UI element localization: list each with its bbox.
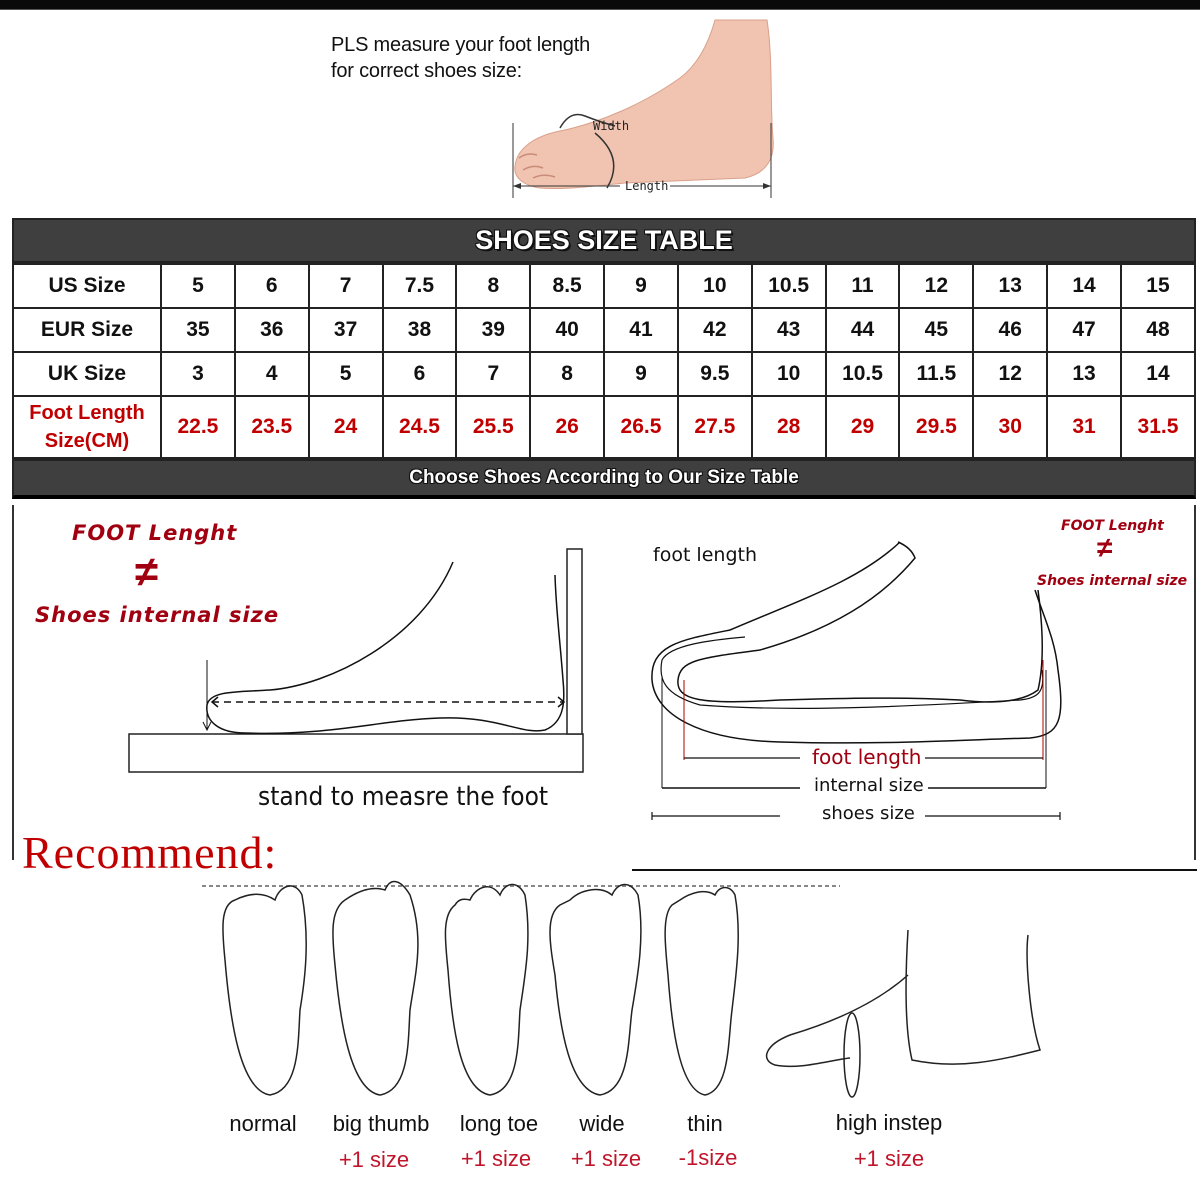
table-cell: 28 [752,396,826,458]
foot-normal-icon [223,886,306,1095]
table-cell: 48 [1121,308,1195,352]
table-cell: 11.5 [899,352,973,396]
table-cell: 45 [899,308,973,352]
adjust-thin: -1size [678,1145,738,1170]
not-equal-icon: ≠ [135,548,159,595]
table-cell: 8 [530,352,604,396]
table-cell: 29.5 [899,396,973,458]
table-cell: 47 [1047,308,1121,352]
table-cell: 24 [309,396,383,458]
foot-long-toe-icon [445,884,528,1095]
foot-type-thin: thin [687,1111,723,1136]
size-table-subtitle: Choose Shoes According to Our Size Table [409,467,799,488]
table-cell: 37 [309,308,383,352]
foot-type-wide: wide [579,1111,625,1136]
width-label: Width [593,119,630,133]
foot-type-normal: normal [229,1111,297,1136]
table-cell: 31.5 [1121,396,1195,458]
table-cell: 29 [826,396,900,458]
row-label-line: Foot Length [29,402,145,424]
adjust-high-instep: +1 size [853,1146,925,1171]
table-cell: 12 [973,352,1047,396]
table-cell: 24.5 [383,396,457,458]
intro-line-2: for correct shoes size: [331,60,523,82]
table-cell: 9 [604,352,678,396]
shoes-internal-label-right: Shoes internal size [1037,573,1188,589]
table-cell: 43 [752,308,826,352]
foot-lenght-label-left: FOOT Lenght [72,521,238,545]
row-label: US Size [13,264,161,308]
foot-type-big-thumb: big thumb [332,1111,430,1136]
foot-type-long-toe: long toe [459,1111,539,1136]
dim-internal-size: internal size [810,775,928,796]
table-cell: 10.5 [752,264,826,308]
size-table-title: SHOES SIZE TABLE [475,225,733,255]
table-cell: 7.5 [383,264,457,308]
table-cell: 13 [1047,352,1121,396]
table-cell: 31 [1047,396,1121,458]
row-label: UK Size [13,352,161,396]
table-cell: 44 [826,308,900,352]
table-cell: 46 [973,308,1047,352]
table-cell: 25.5 [456,396,530,458]
table-cell: 3 [161,352,235,396]
dim-foot-length: foot length [808,745,925,769]
length-label: Length [625,179,669,193]
adjust-big-thumb: +1 size [338,1147,410,1172]
adjust-wide: +1 size [570,1146,642,1171]
not-equal-icon: ≠ [1097,532,1113,563]
foot-thin-icon [665,888,738,1096]
table-cell: 14 [1047,264,1121,308]
table-cell: 8 [456,264,530,308]
table-cell: 6 [235,264,309,308]
table-cell: 5 [309,352,383,396]
foot-length-title: foot length [653,544,757,566]
table-cell: 11 [826,264,900,308]
recommend-title: Recommend: [22,827,278,878]
foot-high-instep-icon [767,930,1040,1066]
table-cell: 39 [456,308,530,352]
table-cell: 38 [383,308,457,352]
table-cell: 8.5 [530,264,604,308]
row-label-line: Size(CM) [44,430,130,452]
shoes-internal-label-left: Shoes internal size [35,603,280,627]
table-cell: 10 [678,264,752,308]
foot-big-thumb-icon [333,882,418,1095]
table-cell: 13 [973,264,1047,308]
table-cell: 4 [235,352,309,396]
table-cell: 36 [235,308,309,352]
table-cell: 41 [604,308,678,352]
table-cell: 42 [678,308,752,352]
foot-wide-icon [550,884,641,1095]
table-cell: 30 [973,396,1047,458]
table-cell: 12 [899,264,973,308]
table-cell: 26 [530,396,604,458]
table-cell: 5 [161,264,235,308]
table-cell: 7 [456,352,530,396]
dim-shoes-size: shoes size [818,803,919,824]
stand-caption: stand to measre the foot [258,782,549,812]
table-cell: 10 [752,352,826,396]
table-cell: 35 [161,308,235,352]
table-cell: 27.5 [678,396,752,458]
foot-type-high-instep: high instep [835,1110,943,1135]
table-cell: 6 [383,352,457,396]
intro-line-1: PLS measure your foot length [331,34,590,56]
table-cell: 23.5 [235,396,309,458]
table-cell: 7 [309,264,383,308]
table-cell: 22.5 [161,396,235,458]
table-cell: 9.5 [678,352,752,396]
table-cell: 40 [530,308,604,352]
adjust-long-toe: +1 size [460,1146,532,1171]
table-cell: 10.5 [826,352,900,396]
table-cell: 14 [1121,352,1195,396]
foot-lenght-label-right: FOOT Lenght [1061,518,1164,534]
table-cell: 26.5 [604,396,678,458]
table-cell: 9 [604,264,678,308]
table-cell: 15 [1121,264,1195,308]
row-label: EUR Size [13,308,161,352]
